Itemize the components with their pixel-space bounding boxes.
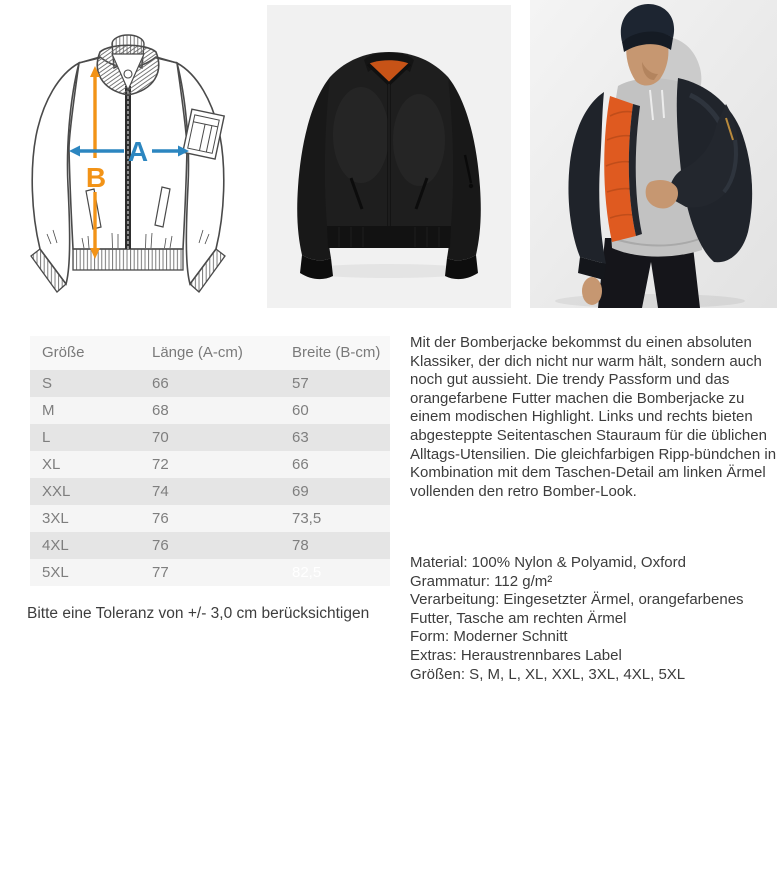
col-header-size: Größe: [30, 336, 140, 370]
cell-width: 63: [280, 424, 390, 451]
cell-length: 66: [140, 370, 280, 397]
spec-form: Form: Moderner Schnitt: [410, 628, 568, 646]
jacket-line-drawing: [0, 0, 260, 306]
spec-verarbeitung: Verarbeitung: Eingesetzter Ärmel, orangefarbenes Futter, Tasche am rechten Ärmel: [410, 591, 744, 627]
cell-length: 72: [140, 451, 280, 478]
cell-size: XXL: [30, 478, 140, 505]
col-header-length: Länge (A-cm): [140, 336, 280, 370]
spec-material: Material: 100% Nylon & Polyamid, Oxford: [410, 554, 686, 571]
cell-size: 3XL: [30, 505, 140, 532]
cell-size: S: [30, 370, 140, 397]
cell-length: 76: [140, 532, 280, 559]
cell-size: M: [30, 397, 140, 424]
cell-width: 66: [280, 451, 390, 478]
length-label-B: B: [85, 162, 107, 193]
size-table-row: [30, 397, 390, 424]
cell-length: 76: [140, 505, 280, 532]
cell-width: 82,5: [280, 559, 390, 586]
cell-width: 60: [280, 397, 390, 424]
measurement-diagram: [0, 0, 260, 306]
width-label-A: A: [127, 136, 149, 167]
spec-groessen: Größen: S, M, L, XL, XXL, 3XL, 4XL, 5XL: [410, 665, 686, 683]
size-chart: [30, 336, 390, 586]
bomber-jacket-front-image: [267, 5, 511, 308]
model-wearing-jacket-image: [530, 0, 777, 308]
size-table-row: [30, 505, 390, 532]
size-table-row: [30, 532, 390, 559]
cell-length: 70: [140, 424, 280, 451]
cell-size: 5XL: [30, 559, 140, 586]
size-table-row: [30, 424, 390, 451]
cell-length: 74: [140, 478, 280, 505]
cell-size: XL: [30, 451, 140, 478]
size-table-row: [30, 370, 390, 397]
size-table: [30, 336, 390, 586]
spec-extras: Extras: Heraustrennbares Label: [410, 646, 622, 664]
cell-width: 78: [280, 532, 390, 559]
col-header-width: Breite (B-cm): [280, 336, 390, 370]
product-description: Mit der Bomberjacke bekommst du einen absoluten Klassiker, der dich nicht nur warm hält, sondern auch noch gut aussieht. Die trendy Passform und das orangefarbene Futter machen die Bomberjacke zu einem modischen Highlight. Links und rechts bieten abgesteppte Seitentaschen Stauraum für die üblichen Alltags-Utensilien. Die gleichfarbigen Ripp-bündchen in Kombination mit dem Taschen-Detail am linken Ärmel vollenden den retro Bomber-Look.: [410, 334, 777, 500]
cell-width: 69: [280, 478, 390, 505]
ribbed-collar: [97, 35, 158, 95]
size-table-row: [30, 559, 390, 586]
size-table-row: [30, 478, 390, 505]
cell-size: L: [30, 424, 140, 451]
product-photo-model: [530, 0, 777, 308]
cell-width: 73,5: [280, 505, 390, 532]
tolerance-note: Bitte eine Toleranz von +/- 3,0 cm berücksichtigen: [27, 605, 370, 622]
size-table-row: [30, 451, 390, 478]
size-table-body: [30, 370, 390, 586]
size-table-header-row: [30, 336, 390, 370]
product-specs: [410, 554, 777, 684]
product-photo-front: [267, 5, 511, 308]
cell-length: 77: [140, 559, 280, 586]
cell-width: 57: [280, 370, 390, 397]
cell-length: 68: [140, 397, 280, 424]
spec-grammatur: Grammatur: 112 g/m²: [410, 572, 553, 590]
cell-size: 4XL: [30, 532, 140, 559]
